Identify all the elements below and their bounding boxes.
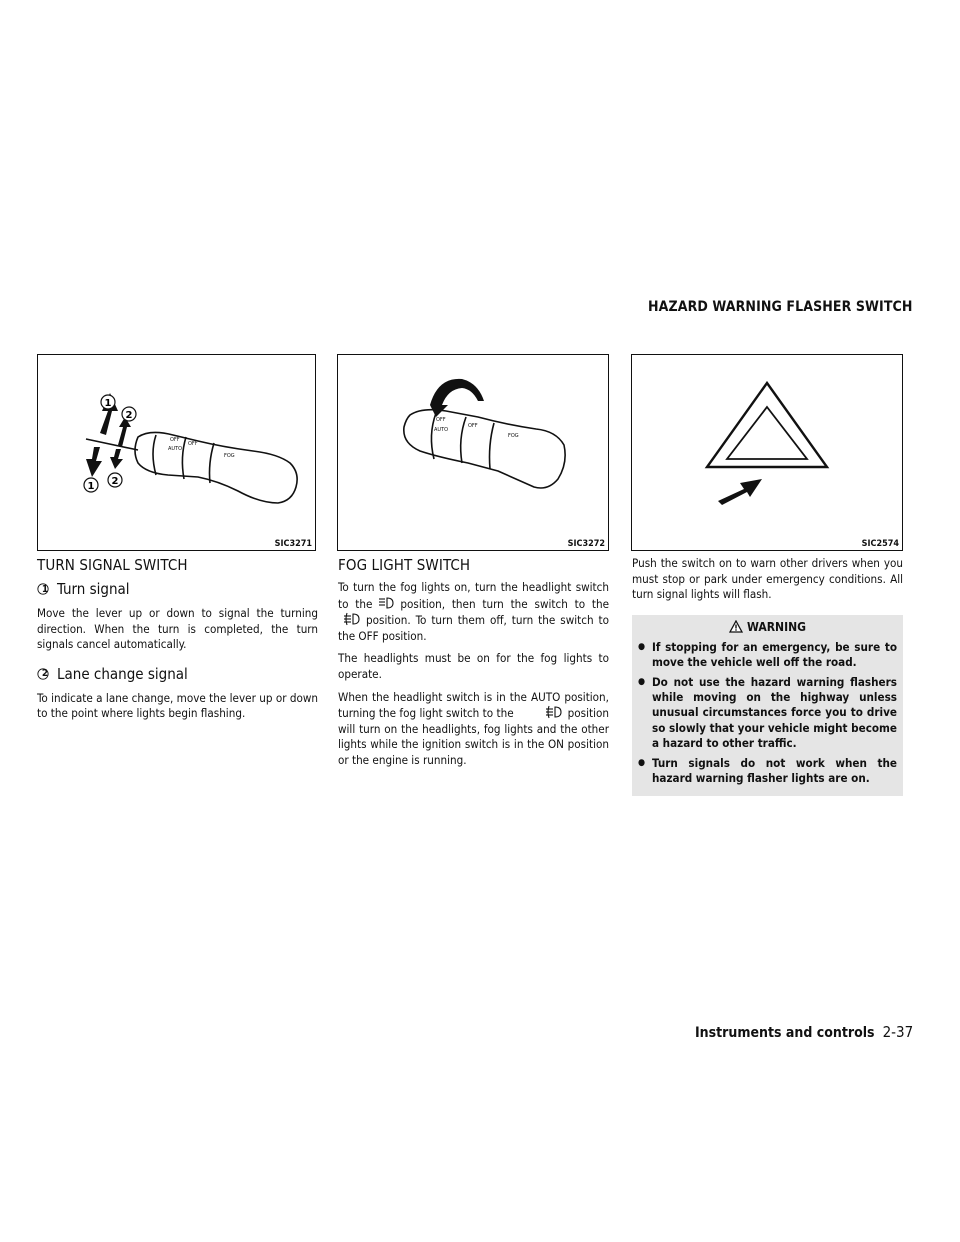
warning-heading — [638, 620, 897, 634]
svg-text:1: 1 — [104, 398, 112, 409]
bullet-icon: ● — [638, 676, 646, 687]
callout-1-top-icon — [101, 395, 115, 409]
warning-item — [638, 640, 897, 671]
svg-text:2: 2 — [125, 410, 133, 421]
warning-list — [638, 640, 897, 787]
turn-signal-lever-illustration — [38, 355, 315, 550]
warning-item — [638, 756, 897, 787]
turn-signal-subheading — [37, 580, 318, 598]
turn-signal-section — [37, 556, 318, 729]
warning-icon — [729, 620, 743, 633]
page-footer — [695, 1023, 913, 1041]
fog-text-a: To turn the fog lights on, turn the headlight switch to the — [338, 580, 609, 611]
callout-number: 1 — [41, 583, 49, 595]
fog-light-paragraph-3 — [338, 690, 609, 769]
fog-light-title: FOG LIGHT SWITCH — [338, 556, 471, 574]
lever-label-fog: FOG — [508, 433, 519, 439]
turn-signal-title: TURN SIGNAL SWITCH — [37, 556, 188, 574]
svg-text:2: 2 — [111, 476, 119, 487]
figure-code: SIC2574 — [861, 539, 899, 549]
hazard-section — [632, 556, 903, 796]
figure-fog-light-lever — [337, 354, 609, 551]
fog-text-e: position will turn on the headlights, fog lights and the other lights while the ignition switch is in the ON position or the engine is running. — [338, 706, 609, 767]
fog-light-icon — [544, 705, 564, 719]
hazard-triangle-icon — [707, 383, 827, 467]
callout-2-bottom-icon — [108, 473, 122, 487]
figure-code: SIC3272 — [567, 539, 605, 549]
fog-light-section — [338, 556, 609, 776]
warning-title: WARNING — [747, 619, 806, 634]
push-arrow-icon — [718, 479, 762, 505]
lever-label-off-2: OFF — [468, 423, 478, 429]
warning-text: If stopping for an emergency, be sure to move the vehicle well off the road. — [652, 639, 897, 670]
figure-hazard-switch — [631, 354, 903, 551]
callout-2-top-icon — [122, 407, 136, 421]
warning-text: Turn signals do not work when the hazard warning flasher lights are on. — [652, 755, 897, 786]
lane-change-text: To indicate a lane change, move the lever up or down to the point where lights begin flashing. — [37, 690, 318, 721]
bullet-icon: ● — [638, 757, 646, 768]
fog-text-b: position, then turn the switch to the — [400, 596, 610, 611]
footer-label: Instruments and controls — [695, 1025, 875, 1041]
lever-label-off-2: OFF — [188, 441, 198, 447]
fog-text-d: When the headlight switch is in the AUTO position, turning the fog light switch to the — [338, 689, 609, 721]
warning-text: Do not use the hazard warning flashers while moving on the highway unless unusual circumstances force you to drive so slowly that your vehicle might become a hazard to other traffic. — [652, 674, 897, 751]
turn-signal-subtitle: Turn signal — [57, 580, 130, 598]
hazard-text: Push the switch on to warn other drivers when you must stop or park under emergency conditions. All turn signal lights will flash. — [632, 556, 903, 602]
lever-label-off: OFF — [170, 437, 180, 443]
callout-1-bottom-icon — [84, 478, 98, 492]
fog-light-icon — [342, 612, 362, 626]
lane-change-subheading — [37, 665, 318, 683]
lever-label-off: OFF — [436, 417, 446, 423]
lever-label-fog: FOG — [224, 453, 235, 459]
arrow-down-small-icon — [110, 449, 123, 469]
turn-signal-text: Move the lever up or down to signal the turning direction. When the turn is completed, the turn signals cancel automatically. — [37, 606, 318, 652]
fog-light-paragraph-2: The headlights must be on for the fog lights to operate. — [338, 651, 609, 681]
callout-number: 2 — [41, 668, 49, 680]
hazard-switch-illustration — [632, 355, 902, 550]
lane-change-subtitle: Lane change signal — [57, 664, 188, 683]
warning-box — [632, 615, 903, 797]
lever-label-auto: AUTO — [168, 446, 183, 452]
fog-text-c: position. To turn them off, turn the switch to the OFF position. — [338, 613, 609, 643]
figure-code: SIC3271 — [274, 539, 312, 549]
svg-text:1: 1 — [87, 481, 95, 492]
fog-light-paragraph-1 — [338, 580, 609, 644]
headlight-icon — [376, 596, 396, 610]
rotate-arrow-icon — [430, 379, 484, 417]
section-header: HAZARD WARNING FLASHER SWITCH — [648, 299, 913, 315]
bullet-icon: ● — [638, 641, 646, 652]
fog-light-lever-illustration — [338, 355, 608, 550]
page-number: 2-37 — [882, 1023, 914, 1041]
lever-label-auto: AUTO — [434, 427, 449, 433]
warning-item — [638, 675, 897, 752]
arrow-down-large-icon — [86, 447, 102, 477]
figure-turn-signal-lever — [37, 354, 316, 551]
